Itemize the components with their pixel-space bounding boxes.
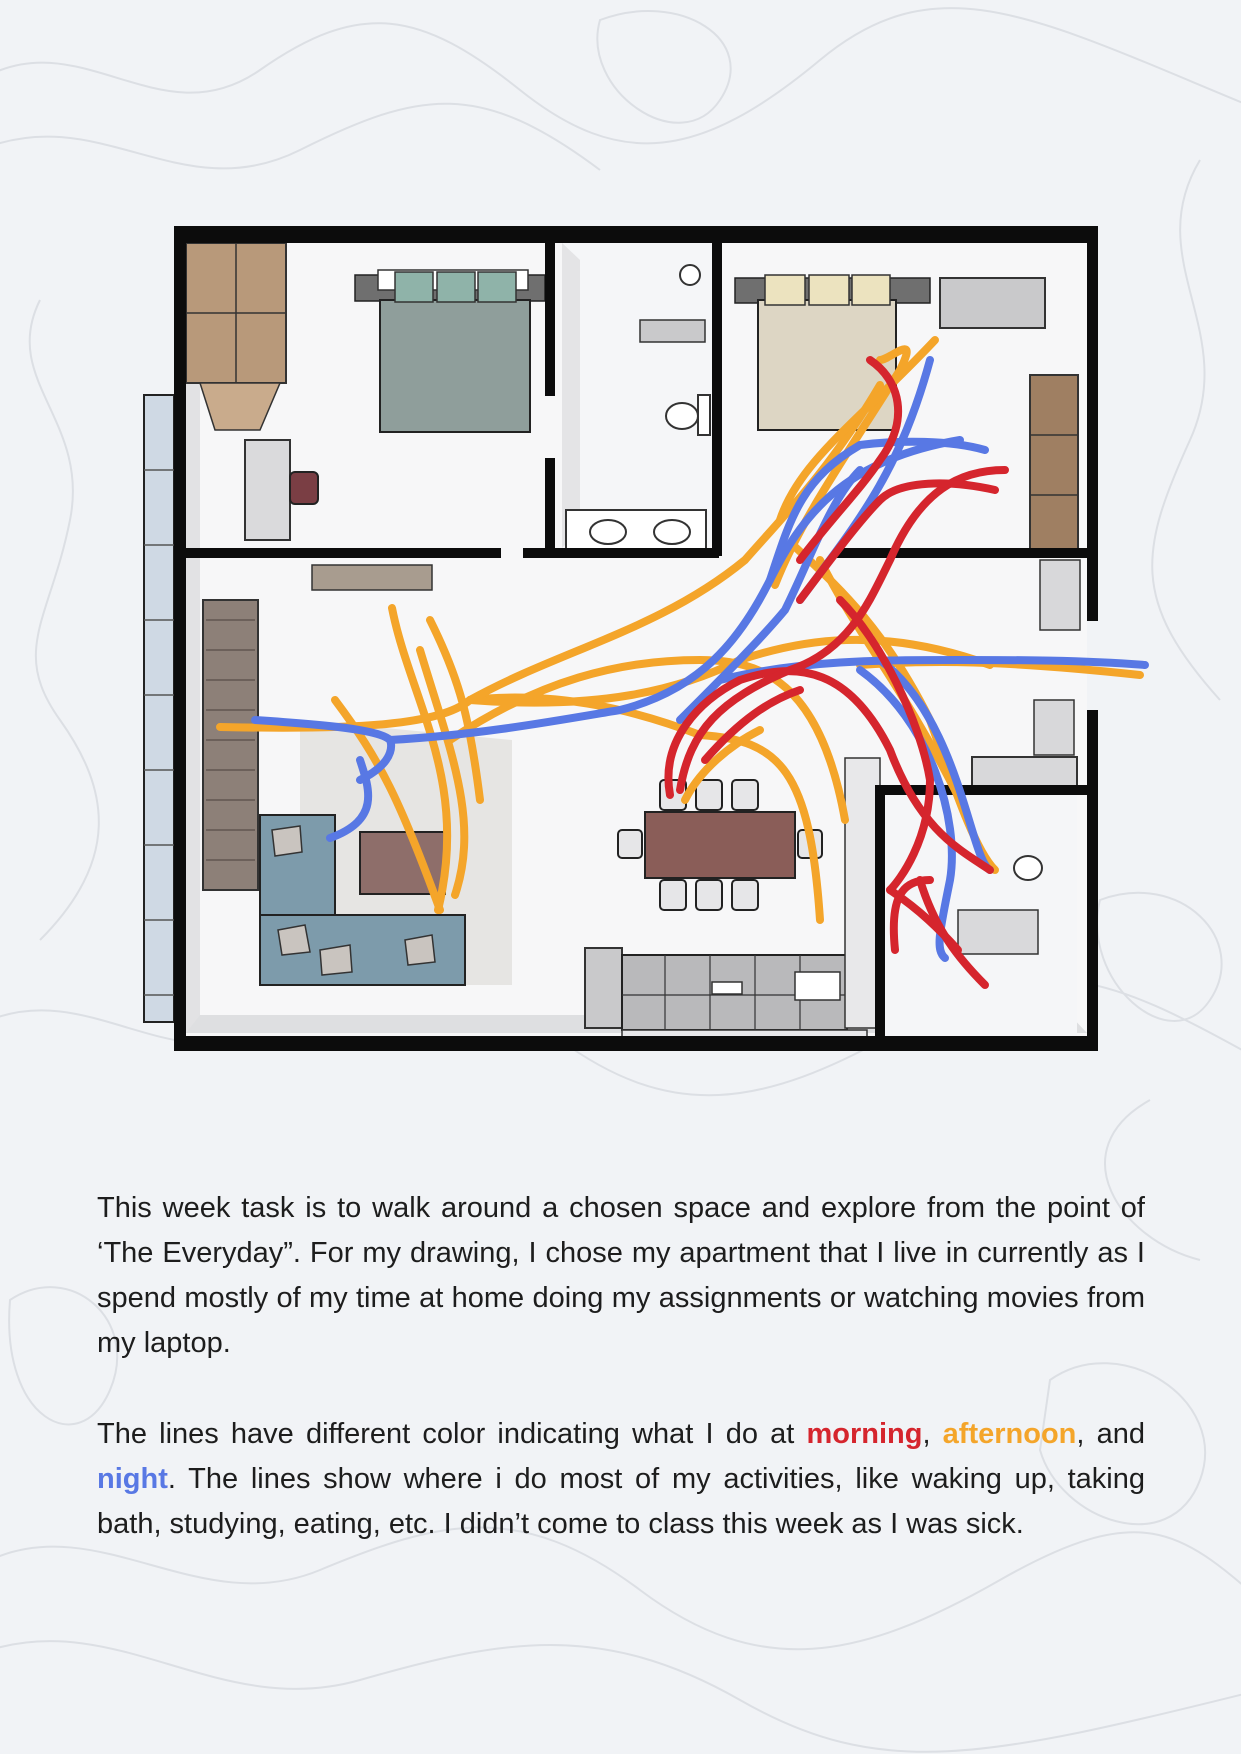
wall-shelf bbox=[312, 565, 432, 590]
balcony-window bbox=[144, 395, 174, 1022]
curtain bbox=[203, 600, 258, 890]
pillow bbox=[765, 275, 805, 305]
legend-morning: morning bbox=[806, 1418, 923, 1450]
shower-tray bbox=[958, 910, 1038, 954]
desk-chair bbox=[290, 472, 318, 504]
toilet bbox=[1014, 856, 1042, 880]
legend-afternoon: afternoon bbox=[942, 1418, 1077, 1450]
apartment-floor-plan bbox=[120, 200, 1160, 1080]
pillow bbox=[809, 275, 849, 305]
legend-text-after: . The lines show where i do most of my activities, like waking up, taking bath, studying, eating, etc. I didn’t come to class this week as I was sick. bbox=[97, 1463, 1145, 1540]
pillow bbox=[395, 272, 433, 302]
toilet bbox=[666, 403, 698, 429]
description-text bbox=[97, 1186, 1145, 1547]
legend-separator: , bbox=[922, 1418, 943, 1450]
paragraph-legend bbox=[97, 1412, 1145, 1547]
pillow bbox=[852, 275, 890, 305]
fridge bbox=[585, 948, 622, 1028]
wardrobe bbox=[1030, 375, 1078, 553]
dining-table bbox=[645, 812, 795, 878]
desk bbox=[245, 440, 290, 540]
vanity bbox=[972, 757, 1077, 787]
pillow bbox=[437, 272, 475, 302]
bathroom-top bbox=[562, 243, 712, 543]
legend-separator: , and bbox=[1076, 1418, 1145, 1450]
legend-text-before: The lines have different color indicating what I do at bbox=[97, 1418, 807, 1450]
sink bbox=[712, 982, 742, 994]
double-bed bbox=[380, 300, 530, 432]
desk bbox=[940, 278, 1045, 328]
legend-night: night bbox=[97, 1463, 168, 1495]
pillow bbox=[478, 272, 516, 302]
towel-rack bbox=[640, 320, 705, 342]
sink bbox=[680, 265, 700, 285]
paragraph-intro: This week task is to walk around a chosen space and explore from the point of ‘The Everyday”. For my drawing, I chose my apartment that I live in currently as I spend mostly of my time at home doing my assignments or watching movies from my laptop. bbox=[97, 1192, 1145, 1359]
stove bbox=[795, 972, 840, 1000]
